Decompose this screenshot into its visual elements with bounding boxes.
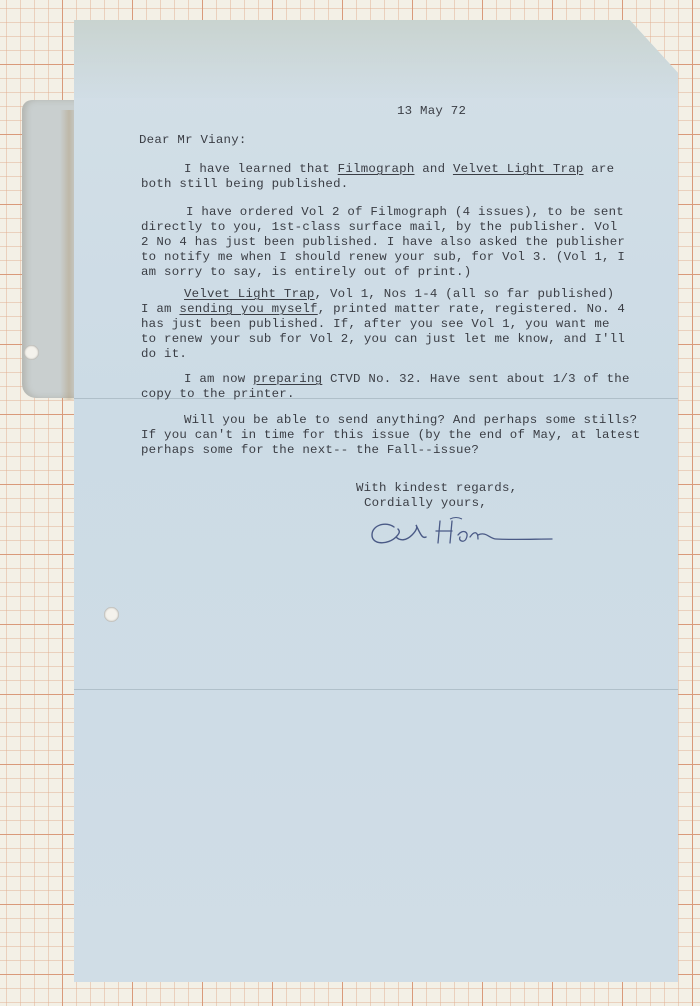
paragraph-line: Will you be able to send anything? And perhaps some stills? <box>184 413 638 427</box>
paragraph-line: Velvet Light Trap, Vol 1, Nos 1-4 (all so far published) <box>184 287 615 301</box>
top-fold-shadow <box>74 20 678 98</box>
fold-line <box>74 689 678 690</box>
paragraph-line: to renew your sub for Vol 2, you can just let me know, and I'll <box>141 332 626 346</box>
paragraph-line: I have learned that Filmograph and Velvet Light Trap are <box>184 162 615 176</box>
paragraph-line: copy to the printer. <box>141 387 295 401</box>
paragraph-line: I have ordered Vol 2 of Filmograph (4 issues), to be sent <box>186 205 624 219</box>
title-filmograph: Filmograph <box>337 162 415 176</box>
letter-date: 13 May 72 <box>397 104 467 118</box>
salutation: Dear Mr Viany: <box>139 133 247 147</box>
paragraph-line: If you can't in time for this issue (by the end of May, at latest <box>141 428 641 442</box>
title-velvet-light-trap: Velvet Light Trap <box>452 162 584 176</box>
closing-regards: With kindest regards, <box>356 481 518 495</box>
paragraph-line: I am sending you myself, printed matter rate, registered. No. 4 <box>141 302 626 316</box>
paragraph-line: has just been published. If, after you see Vol 1, you want me <box>141 317 610 331</box>
paragraph-line: do it. <box>141 347 188 361</box>
paragraph-line: directly to you, 1st-class surface mail, by the publisher. Vol <box>141 220 618 234</box>
paragraph-line: am sorry to say, is entirely out of print.) <box>141 265 472 279</box>
paragraph-line: I am now preparing CTVD No. 32. Have sent about 1/3 of the <box>184 372 630 386</box>
handwritten-signature <box>366 513 566 553</box>
closing-signoff: Cordially yours, <box>364 496 487 510</box>
punch-hole <box>24 345 39 360</box>
paragraph-line: perhaps some for the next-- the Fall--issue? <box>141 443 480 457</box>
paragraph-line: 2 No 4 has just been published. I have also asked the publisher <box>141 235 626 249</box>
title-velvet-light-trap: Velvet Light Trap <box>184 287 315 301</box>
faint-letterhead-bleed <box>380 868 488 878</box>
punch-hole <box>104 607 119 622</box>
paragraph-line: to notify me when I should renew your sub, for Vol 3. (Vol 1, I <box>141 250 626 264</box>
paragraph-line: both still being published. <box>141 177 349 191</box>
